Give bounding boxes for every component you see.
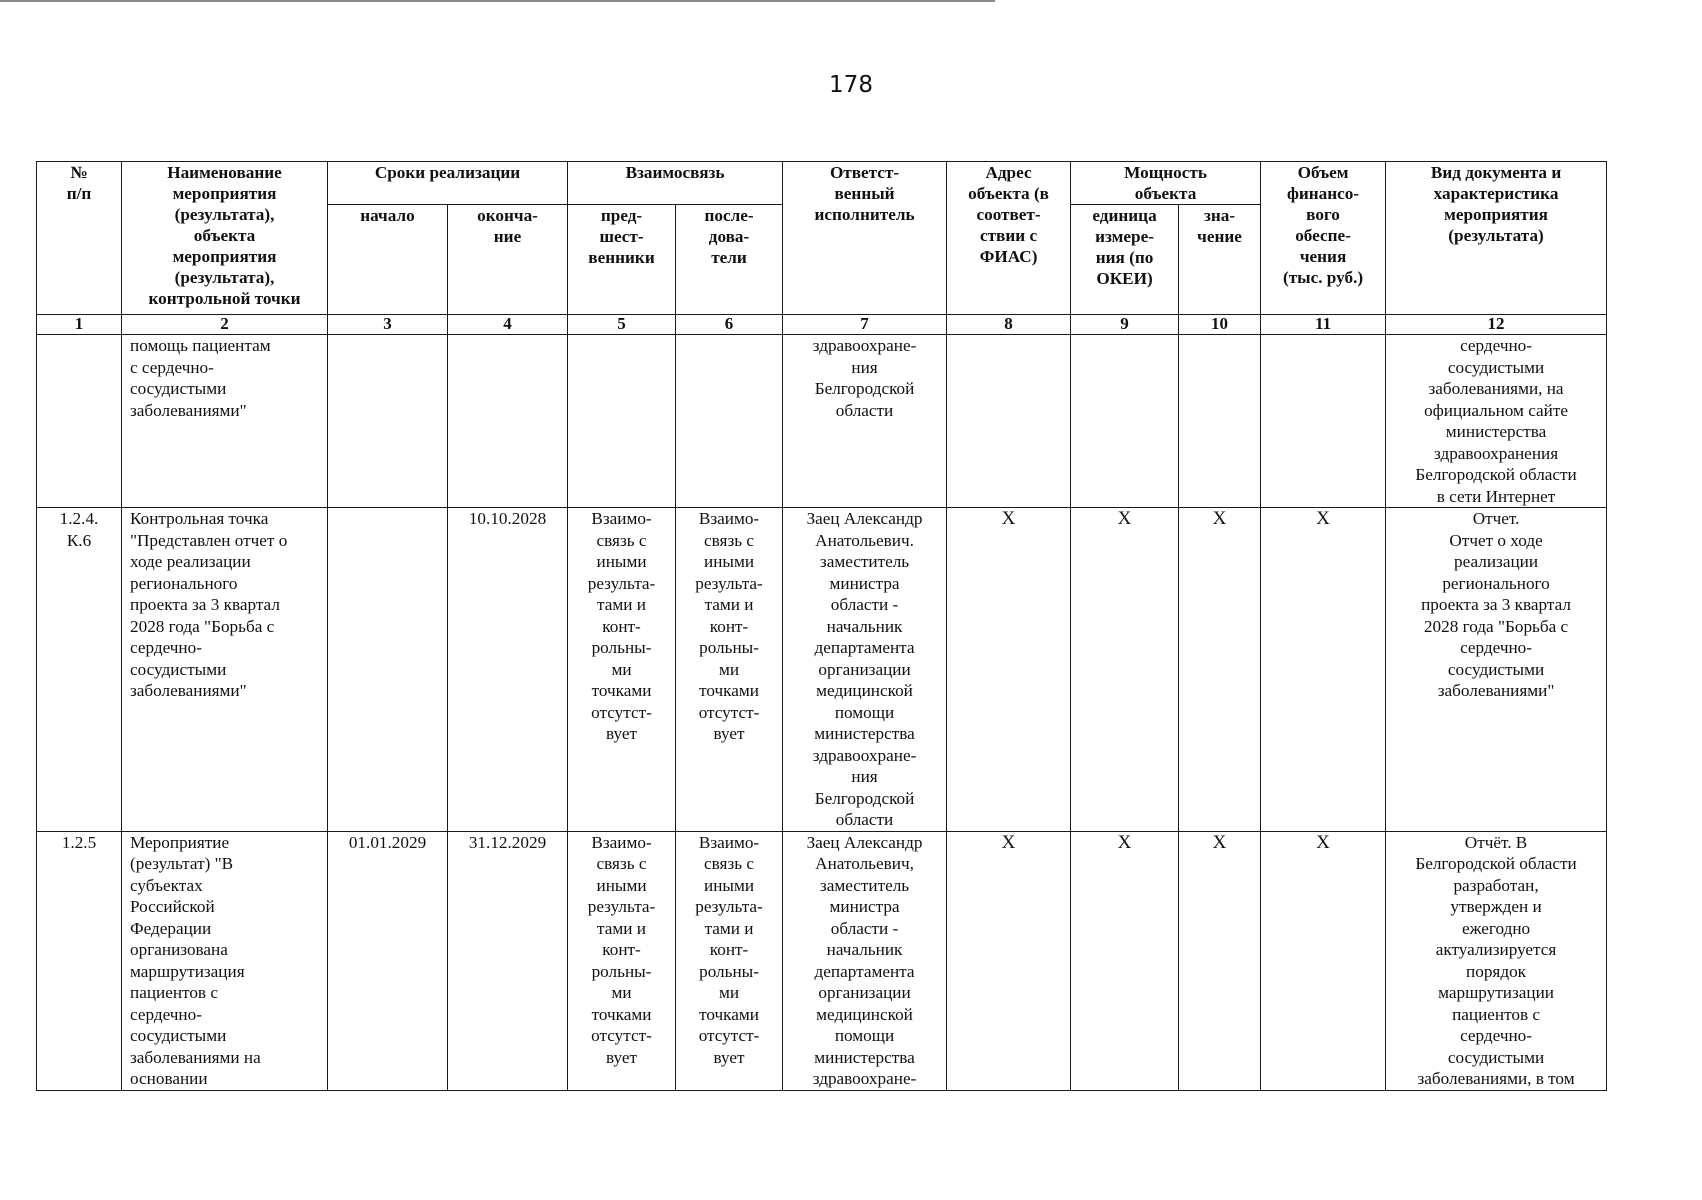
column-number: 11 xyxy=(1261,315,1386,335)
row-successors: Взаимо- связь с иными результа- тами и конт- рольны- ми точками отсутст- вует xyxy=(676,508,783,832)
header-link: Взаимосвязь xyxy=(568,162,783,205)
row-name: помощь пациентам с сердечно- сосудистыми заболеваниями" xyxy=(122,335,328,508)
row-start: 01.01.2029 xyxy=(328,831,448,1090)
row-responsible: здравоохране- ния Белгородской области xyxy=(783,335,947,508)
row-predecessors: Взаимо- связь с иными результа- тами и конт- рольны- ми точками отсутст- вует xyxy=(568,508,676,832)
row-end: 10.10.2028 xyxy=(448,508,568,832)
row-unit: Х xyxy=(1071,508,1179,832)
table-row xyxy=(37,335,1607,508)
top-border-line xyxy=(0,0,995,2)
row-unit: Х xyxy=(1071,831,1179,1090)
row-responsible: Заец Александр Анатольевич. заместитель министра области - начальник департамента организации медицинской помощи министерства здравоохране- ния Белгородской области xyxy=(783,508,947,832)
row-num: 1.2.4. К.6 xyxy=(37,508,122,832)
row-successors: Взаимо- связь с иными результа- тами и конт- рольны- ми точками отсутст- вует xyxy=(676,831,783,1090)
row-document: сердечно- сосудистыми заболеваниями, на официальном сайте министерства здравоохранения Белгородской области в сети Интернет xyxy=(1386,335,1607,508)
header-address: Адрес объекта (в соответ- ствии с ФИАС) xyxy=(947,162,1071,315)
table-row xyxy=(37,508,1607,832)
header-responsible: Ответст- венный исполнитель xyxy=(783,162,947,315)
row-predecessors: Взаимо- связь с иными результа- тами и конт- рольны- ми точками отсутст- вует xyxy=(568,831,676,1090)
column-number: 10 xyxy=(1179,315,1261,335)
row-name: Контрольная точка "Представлен отчет о ходе реализации регионального проекта за 3 квартал 2028 года "Борьба с сердечно- сосудистыми заболеваниями" xyxy=(122,508,328,832)
header-unit: единица измере- ния (по ОКЕИ) xyxy=(1071,205,1179,315)
column-number: 8 xyxy=(947,315,1071,335)
row-start xyxy=(328,508,448,832)
table-row xyxy=(37,831,1607,1090)
column-number: 1 xyxy=(37,315,122,335)
row-value xyxy=(1179,335,1261,508)
column-number: 7 xyxy=(783,315,947,335)
column-number: 6 xyxy=(676,315,783,335)
row-address xyxy=(947,335,1071,508)
header-end: оконча- ние xyxy=(448,205,568,315)
header-num: № п/п xyxy=(37,162,122,315)
page-number: 178 xyxy=(829,72,873,98)
plan-table xyxy=(36,161,1607,1091)
row-end xyxy=(448,335,568,508)
row-end: 31.12.2029 xyxy=(448,831,568,1090)
column-number: 3 xyxy=(328,315,448,335)
header-power: Мощность объекта xyxy=(1071,162,1261,205)
row-name: Мероприятие (результат) "В субъектах Российской Федерации организована маршрутизация пациентов с сердечно- сосудистыми заболеваниями на основании xyxy=(122,831,328,1090)
row-start xyxy=(328,335,448,508)
row-financing: Х xyxy=(1261,508,1386,832)
column-number-row xyxy=(37,315,1607,335)
row-address: Х xyxy=(947,508,1071,832)
row-financing: Х xyxy=(1261,831,1386,1090)
row-num xyxy=(37,335,122,508)
row-document: Отчёт. В Белгородской области разработан, утвержден и ежегодно актуализируется порядок маршрутизации пациентов с сердечно- сосудистыми заболеваниями, в том xyxy=(1386,831,1607,1090)
row-successors xyxy=(676,335,783,508)
row-document: Отчет. Отчет о ходе реализации регионального проекта за 3 квартал 2028 года "Борьба с сердечно- сосудистыми заболеваниями" xyxy=(1386,508,1607,832)
column-number: 2 xyxy=(122,315,328,335)
header-terms: Сроки реализации xyxy=(328,162,568,205)
row-responsible: Заец Александр Анатольевич, заместитель министра области - начальник департамента организации медицинской помощи министерства здравоохране- xyxy=(783,831,947,1090)
column-number: 5 xyxy=(568,315,676,335)
header-document: Вид документа и характеристика мероприятия (результата) xyxy=(1386,162,1607,315)
row-value: Х xyxy=(1179,831,1261,1090)
header-name: Наименование мероприятия (результата), объекта мероприятия (результата), контрольной точки xyxy=(122,162,328,315)
column-number: 4 xyxy=(448,315,568,335)
header-row-1 xyxy=(37,162,1607,205)
header-start: начало xyxy=(328,205,448,315)
row-value: Х xyxy=(1179,508,1261,832)
header-value: зна- чение xyxy=(1179,205,1261,315)
column-number: 9 xyxy=(1071,315,1179,335)
header-successors: после- дова- тели xyxy=(676,205,783,315)
row-financing xyxy=(1261,335,1386,508)
row-predecessors xyxy=(568,335,676,508)
row-num: 1.2.5 xyxy=(37,831,122,1090)
row-unit xyxy=(1071,335,1179,508)
header-predecessors: пред- шест- венники xyxy=(568,205,676,315)
row-address: Х xyxy=(947,831,1071,1090)
header-financing: Объем финансо- вого обеспе- чения (тыс. руб.) xyxy=(1261,162,1386,315)
column-number: 12 xyxy=(1386,315,1607,335)
